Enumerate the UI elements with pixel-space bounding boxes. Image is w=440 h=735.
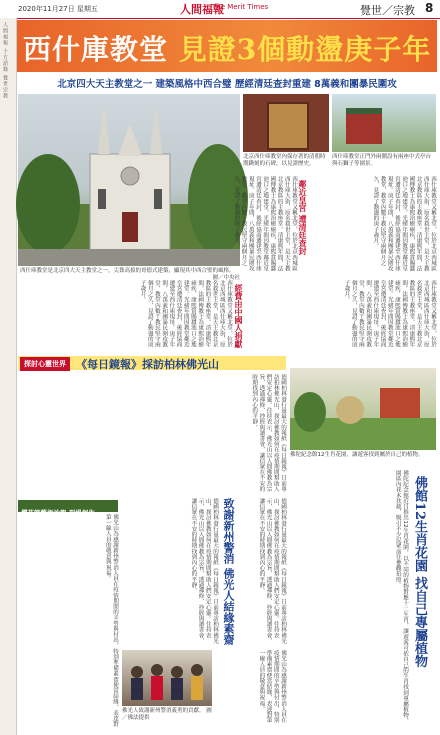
people-illustration bbox=[122, 650, 212, 706]
newspaper-logo-en: The Merit Times bbox=[212, 3, 269, 11]
main-photo-caption-text: 西什庫教堂是北京四大天主教堂之一，尖聳高拔的哥德式建築，顯現其中西合璧的風格。 bbox=[20, 268, 235, 274]
mid-body-2: 德國柏林發行量最大的報紙《每日鏡報》日前專訪柏林佛光山，探討佛教如何在疫情期間幫助人們安定心靈。住持表示，佛光山以人間佛教為宗旨，透過禪修、抄經與讀書會，讓信眾在不安的時期找到內心的平靜。 bbox=[190, 498, 218, 644]
top-article-body-3: 西什庫教堂又稱北堂，位於北京西城區西什庫大街，原名救世主堂，是天主教北京教區的主教座堂。清康熙年間，法國傳教士為康熙治癒瘧疾，康熙賞賜蠶池口之地建堂。光緒年間因教堂鄰近皇宮遭清廷查封，後經協商遷建至西什庫現址。庚子年間，八萬義和團暴民圍攻教堂，教堂內數千教民堅守兩個月之久，見證了動盪的庚子歲月。 bbox=[139, 280, 232, 348]
church-photo bbox=[18, 94, 240, 266]
pavilion-caption: 西什庫教堂正門外兩側設有兩座中式亭台與石獅子等園景。 bbox=[332, 154, 432, 167]
main-headline bbox=[23, 28, 431, 68]
art-salon-tag: 櫻花節藝術沙龍 現場創作 bbox=[21, 509, 95, 517]
lower-left-body: 佛光山為感謝新州警消人員在疫情期間的辛勞與付出，特別準備素齋便當結緣，表達對第一線人員的敬意與祝福。 bbox=[104, 514, 118, 727]
stele-caption: 北京西什庫教堂內保存著的清朝時期鐫刻的石碑，以見證歷史。 bbox=[243, 154, 326, 167]
main-photo-credit: 圖／中央社 bbox=[212, 275, 240, 281]
mid-headline: 《每日鏡報》採訪柏林佛光山 bbox=[76, 358, 219, 371]
left-index-strip bbox=[0, 18, 17, 735]
lower-mid-body: 佛光山為感謝新州警消人員在疫情期間的辛勞與付出，特別準備素齋便當結緣，表達對第一線人員的敬意與祝福。 bbox=[258, 650, 286, 723]
church-illustration bbox=[18, 94, 240, 266]
top-article-body-2: 西什庫教堂又稱北堂，位於北京西城區西什庫大街，原名救世主堂，是天主教北京教區的主教座堂。清康熙年間，法國傳教士為康熙治癒瘧疾，康熙賞賜蠶池口之地建堂。光緒年間因教堂鄰近皇宮遭清廷查封，後經協商遷建至西什庫現址。庚子年間，八萬義和團暴民圍攻教堂，教堂內數千教民堅守兩個月之久，見證了動盪的庚子歲月。 bbox=[372, 176, 436, 272]
main-headline-banner bbox=[17, 20, 437, 72]
right-article-body-1: 佛陀紀念館近日推出12生肖花園，以不同的植物對應十二生肖，讓遊客可依自己的生肖找到專屬植物，園區內花木扶疏，吸引不少民眾前往參觀拍照。 bbox=[394, 470, 408, 724]
garden-illustration bbox=[290, 368, 436, 450]
volunteers-credit: 圖／佛法提供 bbox=[122, 708, 212, 721]
mid-article-body: 德國柏林發行量最大的報紙《每日鏡報》日前專訪柏林佛光山，探討佛教如何在疫情期間幫助人們安定心靈。住持表示，佛光山以人間佛教為宗旨，透過禪修、抄經與讀書會，讓信眾在不安的時期找到內心的平靜。 bbox=[251, 374, 286, 492]
top-subhead-1: 鄰近皇宮 遭清廷查封 bbox=[298, 180, 308, 255]
mid-tag: 探討心靈世界 bbox=[20, 357, 70, 371]
art-salon-band bbox=[18, 500, 118, 517]
top-article-body-1: 西什庫教堂又稱北堂，位於北京西城區西什庫大街，原名救世主堂，是天主教北京教區的主教座堂。清康熙年間，法國傳教士為康熙治癒瘧疾，康熙賞賜蠶池口之地建堂。光緒年間因教堂鄰近皇宮遭清廷查封，後經協商遷建至西什庫現址。庚子年間，八萬義和團暴民圍攻教堂，教堂內數千教民堅守兩個月之久，見證了動盪的庚子歲月。 bbox=[233, 176, 297, 272]
volunteers-photo bbox=[122, 650, 212, 706]
volunteers-caption bbox=[122, 708, 212, 722]
right-photo-caption: 佛陀紀念館12生肖花園，讓遊客找到屬於自己的植物。 bbox=[290, 452, 424, 458]
headline-part-a: 西什庫教堂 bbox=[23, 33, 169, 66]
page-number: 8 bbox=[425, 1, 434, 15]
pavilion-photo bbox=[332, 94, 436, 152]
issue-date: 2020年11月27日 星期五 bbox=[18, 5, 98, 13]
right-headline: 佛館12生肖花園 找自己專屬植物 bbox=[412, 476, 427, 668]
stele-photo bbox=[243, 94, 329, 152]
section-name: 覺世／宗教 bbox=[360, 4, 415, 17]
top-subhead-2: 經費由中國人捐獻 bbox=[234, 284, 244, 348]
header-bar bbox=[0, 0, 440, 19]
newspaper-logo: 人間福報 bbox=[180, 3, 224, 16]
buddha-garden-photo bbox=[290, 368, 436, 450]
left-strip-text: 人間福報 十方語錄 覺世宗教 bbox=[2, 22, 8, 100]
top-article-body-4: 西什庫教堂又稱北堂，位於北京西城區西什庫大街，原名救世主堂，是天主教北京教區的主教座堂。清康熙年間，法國傳教士為康熙治癒瘧疾，康熙賞賜蠶池口之地建堂。光緒年間因教堂鄰近皇宮遭清廷查封，後經協商遷建至西什庫現址。庚子年間，八萬義和團暴民圍攻教堂，教堂內數千教民堅守兩個月之久，見證了動盪的庚子歲月。 bbox=[343, 280, 436, 348]
volunteers-caption-text: 佛光人致謝新州警消義勇的貢獻。 bbox=[122, 708, 205, 714]
consulate-headline: 致謝新州警消 佛光人結緣素齋 bbox=[222, 498, 235, 645]
sub-headline: 北京四大天主教堂之一 建築風格中西合璧 歷經清廷查封重建 8萬義和團暴民圍攻 bbox=[57, 79, 397, 90]
mid-body-3: 德國柏林發行量最大的報紙《每日鏡報》日前專訪柏林佛光山，探討佛教如何在疫情期間幫助人們安定心靈。住持表示，佛光山以人間佛教為宗旨，透過禪修、抄經與讀書會，讓信眾在不安的時期找到內心的平靜。 bbox=[258, 498, 286, 644]
headline-part-b: 見證3個動盪庚子年 bbox=[178, 33, 432, 66]
